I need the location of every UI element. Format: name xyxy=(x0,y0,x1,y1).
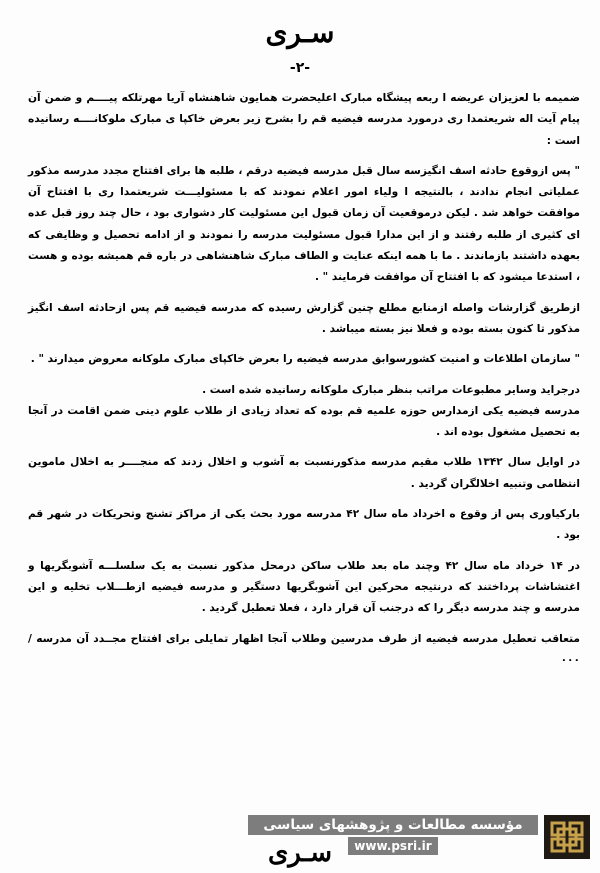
paragraph-4: " سازمان اطلاعات و امنیت کشورسوابق مدرسه فیضیه را بعرض خاکپای مبارک ملوکانه معروض میدارند " . xyxy=(30,353,580,366)
paragraph-8: بارکیاوری پس از وقوع ه اخرداد ماه سال ۴۲ مدرسه مورد بحث یکی از مراکز تشنج وتحریکات در شهر قم بود . xyxy=(28,508,581,542)
paragraph-6: مدرسه فیضیه یکی ازمدارس حوزه علمیه قم بوده که تعداد زیادی از طلاب علوم دینی ضمن اقامت در آنجا به تحصیل مشغول بوده اند . xyxy=(28,404,580,439)
paragraph-7: در اوایل سال ۱۳۴۲ طلاب مقیم مدرسه مذکورنسبت به آشوب و اخلال زدند که منجــــر به اخلال ماموین انتظامی وتنبیه اخلالگران گردید . xyxy=(28,456,580,490)
paragraph-2: " پس ازوقوع حادثه اسف انگیزسه سال قبل مدرسه فیضیه درقم ، طلبه ها برای افتتاح مجدد مدرسه مذکور عملیاتی انجام ندادند ، بالنتیجه ا ولیاء امور اعلام نمودند که با مسئولیـــت شریعتمدا ری با افتتاح آن موافقت خواهد شد . لیکن درموقعیت آن زمان قبول این مسئولیت کار دشواری بود ، حال چند روز قبل عده ای کثیری از طلبه رفتند و از این مدارا قبول مسئولیت مدرسه را نمودند و از ادامه تحصیل و وظایفی که بعهده داشتند بازماندند . ما با همه اینکه عنایت و الطاف مبارک شاهنشاهی در باره قم همیشه بوده و هست ، استدعا میشود که با افتتاح آن موافقت فرمایند " . xyxy=(28,164,580,284)
paragraph-10: متعاقب تعطیل مدرسه فیضیه از طرف مدرسین وطلاب آنجا اظهار تمایلی برای افتتاح مجــدد آن مدرسه / ۰۰۰ xyxy=(28,632,580,666)
institute-url: www.psri.ir xyxy=(348,837,437,855)
paragraph-5: درجراید وسایر مطبوعات مراتب بنظر مبارک ملوکانه رسانیده شده است . xyxy=(202,383,580,396)
secret-classification-footer: سـرى xyxy=(267,838,333,868)
paragraph-9: در ۱۴ خرداد ماه سال ۴۲ وچند ماه بعد طلاب ساکن درمحل مذکور نسبت به یک سلسلـــه آشوبگریها و اغتشاشات پرداختند که درنتیجه محرکین این آشوبگریها دستگیر و مدرسه فیضیه ازطـــلاب تخلیه و این مدرسه و چند مدرسه دیگر را که درجنب آن قرار دارد ، فعلا تعطیل گردید . xyxy=(28,559,580,615)
secret-classification-header: سـرى xyxy=(265,16,335,49)
page-number: -۲- xyxy=(289,60,311,76)
paragraph-1: ضمیمه با لعزیزان عریضه ا ربعه پیشگاه مبارک اعلیحضرت همایون شاهنشاه آریا مهرتلکه پیــــم و ضمن آن پیام آیت اله شریعتمدا ری درمورد مدرسه فیضیه قم را بشرح زیر بعرض خاکپا ی مبارک ملوکانــــه رسانیده است : xyxy=(28,92,580,147)
paragraph-3: ازطریق گزارشات واصله ازمنابع مطلع چنین گزارش رسیده که مدرسه فیضیه قم پس ازحادثه اسف انگیز مذکور تا کنون بسته بوده و فعلا نیز بسته میباشد . xyxy=(28,301,580,335)
institute-name: مؤسسه مطالعات و پژوهشهای سیاسی xyxy=(248,815,538,835)
document-body xyxy=(28,88,580,671)
